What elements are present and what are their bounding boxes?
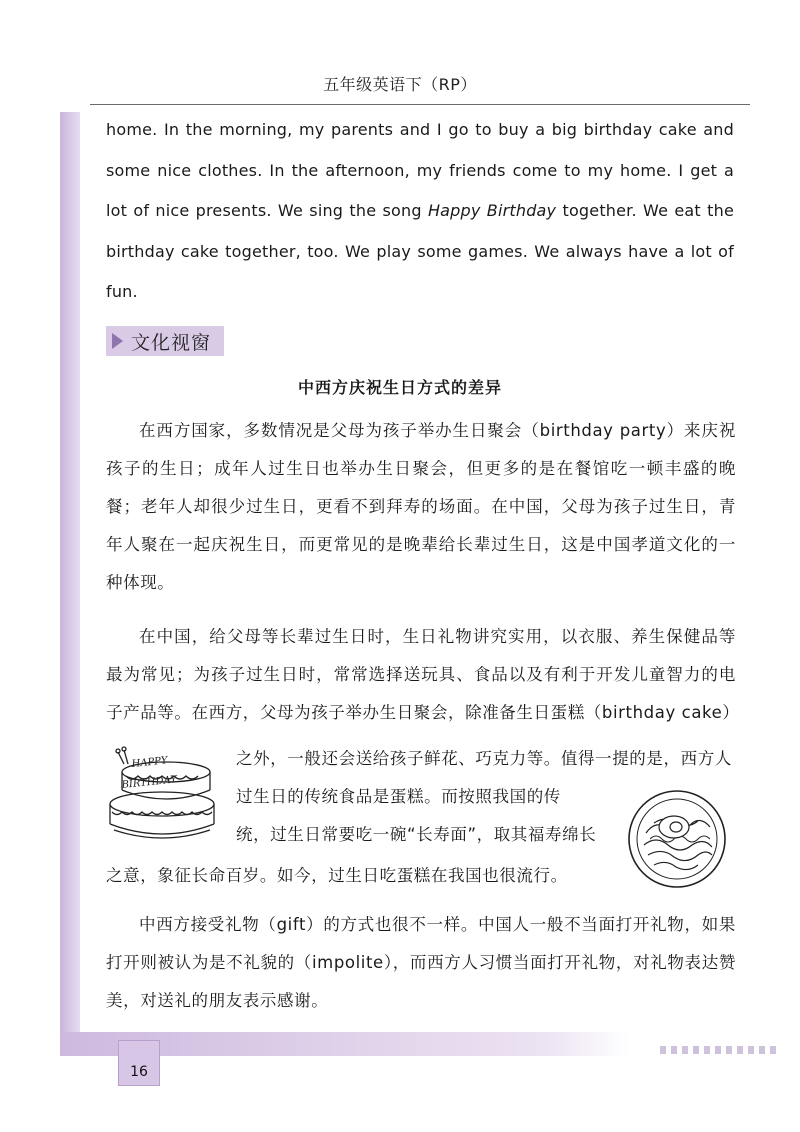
cake-text-birthday: BIRTHDAY [121, 774, 178, 791]
article-paragraph-1: 在西方国家，多数情况是父母为孩子举办生日聚会（birthday party）来庆祝孩子的生日；成年人过生日也举办生日聚会，但更多的是在餐馆吃一顿丰盛的晚餐；老年人却很少过生日，更看不到拜寿的场面。在中国，父母为孩子过生日，青年人聚在一起庆祝生日，而更常见的是晚辈给长辈过生日，这是中国孝道文化的一种体现。 [106, 421, 736, 592]
section-tag [106, 326, 224, 356]
article-paragraph-3-line-1: 之外，一般还会送给孩子鲜花、巧克力等。值得一提的是，西方人 [236, 749, 732, 768]
birthday-cake-illustration [104, 742, 222, 846]
english-text-part1: home. In the morning, my parents and I go to buy a big birthday cake and some nice clothes. In the afternoon, my friends come to my home. I get a lot of nice presents. We sing the song [106, 120, 734, 220]
left-decorative-band [60, 112, 80, 1032]
fried-egg-icon [659, 816, 689, 838]
triangle-arrow-icon [112, 333, 123, 349]
english-text-part2: together. We eat the birthday cake together, too. We play some games. We always have a lot of fun. [106, 201, 734, 301]
english-paragraph [106, 110, 734, 313]
article-title: 中西方庆祝生日方式的差异 [297, 378, 502, 397]
longevity-noodles-illustration [624, 787, 730, 891]
cake-text-happy: HAPPY [131, 755, 169, 770]
running-head: 五年级英语下（RP） [323, 75, 477, 94]
article-paragraph-3-line-3: 统，过生日常要吃一碗“长寿面”，取其福寿绵长 [236, 825, 597, 844]
section-label: 文化视窗 [131, 331, 212, 354]
article-paragraph-3-line-4: 之意，象征长命百岁。如今，过生日吃蛋糕在我国也很流行。 [106, 866, 568, 885]
page-number: 16 [118, 1040, 160, 1086]
article-paragraph-3-line-2: 过生日的传统食品是蛋糕。而按照我国的传 [236, 787, 561, 806]
song-title: Happy Birthday [427, 201, 557, 220]
header-rule [90, 104, 750, 105]
article-paragraph-4: 中西方接受礼物（gift）的方式也很不一样。中国人一般不当面打开礼物，如果打开则被认为是不礼貌的（impolite），而西方人习惯当面打开礼物，对礼物表达赞美，对送礼的朋友表示感谢。 [106, 915, 736, 1010]
article-paragraph-2: 在中国，给父母等长辈过生日时，生日礼物讲究实用，以衣服、养生保健品等最为常见；为孩子过生日时，常常选择送玩具、食品以及有利于开发儿童智力的电子产品等。在西方，父母为孩子举办生日聚会，除准备生日蛋糕（birthday cake） [106, 627, 740, 722]
corner-decoration [660, 1046, 780, 1054]
